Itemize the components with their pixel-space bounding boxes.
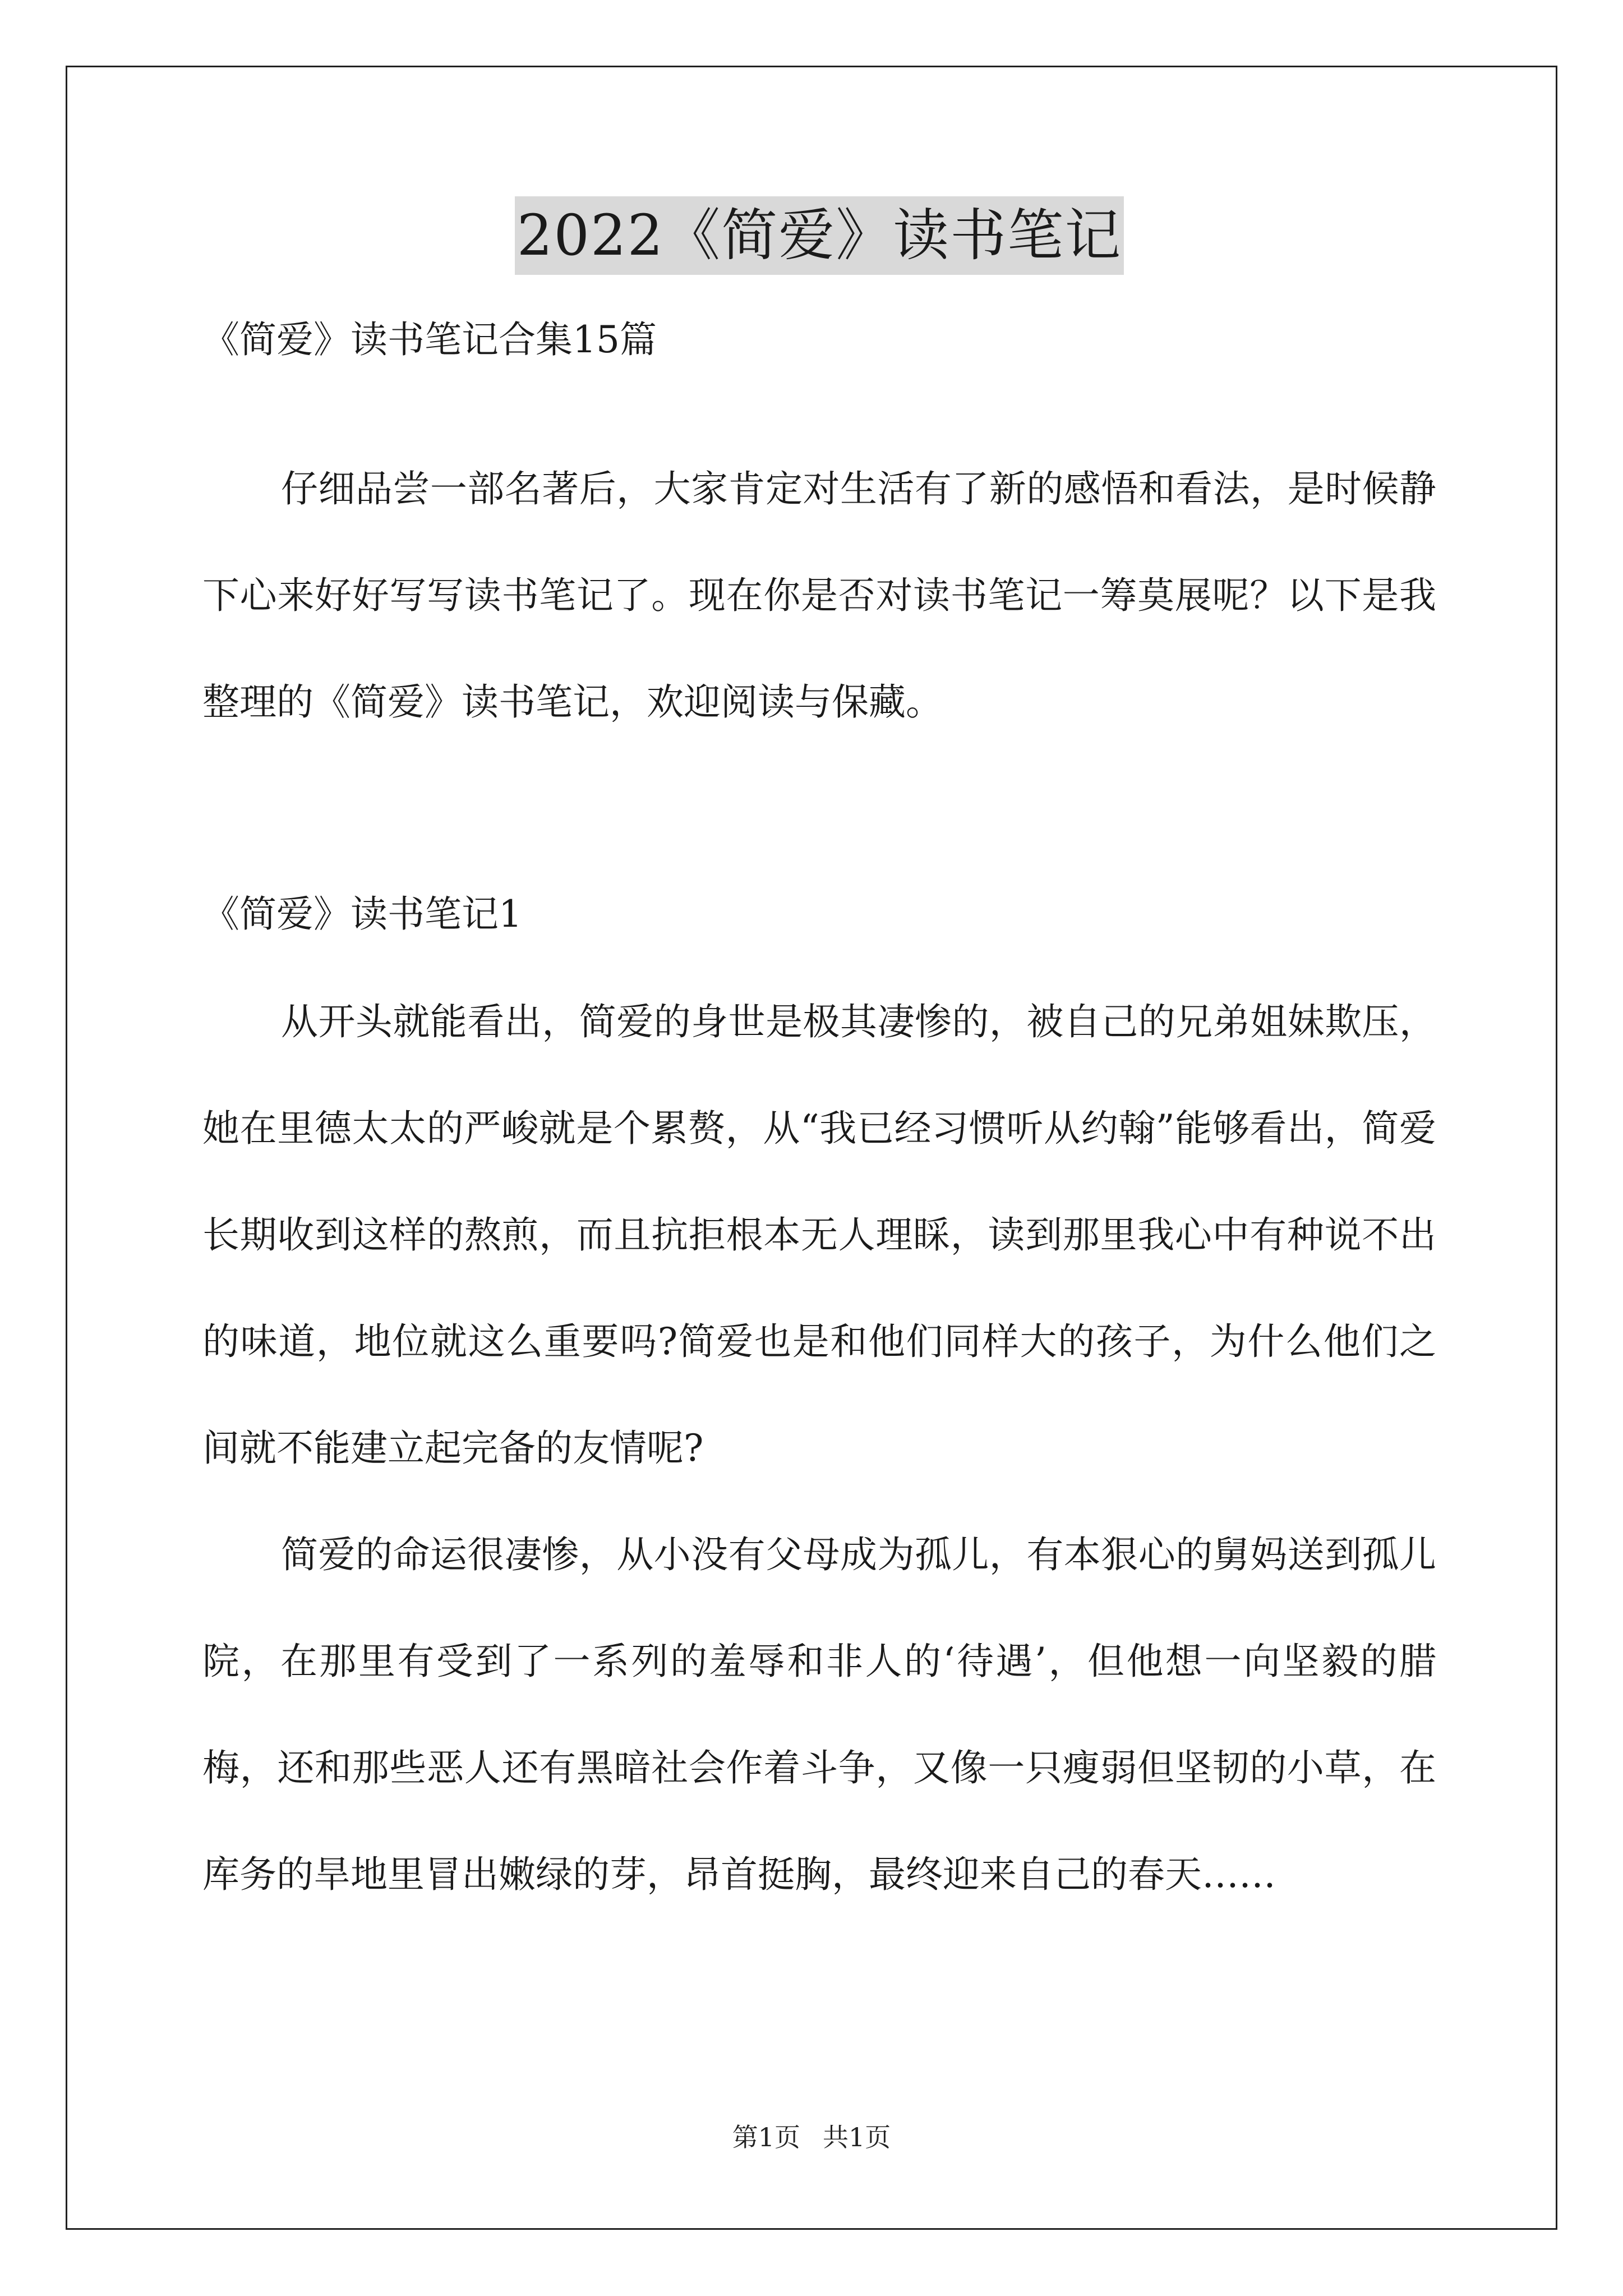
intro-paragraph: 仔细品尝一部名著后，大家肯定对生活有了新的感悟和看法，是时候静下心来好好写写读书笔记了。现在你是否对读书笔记一筹莫展呢？以下是我整理的《简爱》读书笔记，欢迎阅读与保藏。: [202, 467, 1436, 724]
section-heading: 《简爱》读书笔记1: [202, 892, 522, 936]
document-title: 2022《简爱》读书笔记: [515, 196, 1124, 275]
document-subtitle: 《简爱》读书笔记合集15篇: [202, 318, 657, 361]
total-pages: 共1页: [823, 2122, 891, 2152]
title-container: [202, 196, 1436, 275]
page-footer: [0, 2120, 1623, 2154]
body-paragraph: 简爱的命运很凄惨，从小没有父母成为孤儿，有本狠心的舅妈送到孤儿院，在那里有受到了一系列的羞辱和非人的‘待遇’，但他想一向坚毅的腊梅，还和那些恶人还有黑暗社会作着斗争，又像一只瘦弱但坚韧的小草，在库务的旱地里冒出嫩绿的芽，昂首挺胸，最终迎来自己的春天……: [202, 1533, 1436, 1896]
body-paragraph: 从开头就能看出，简爱的身世是极其凄惨的，被自己的兄弟姐妹欺压，她在里德太太的严峻就是个累赘，从“我已经习惯听从约翰”能够看出，简爱长期收到这样的熬煎，而且抗拒根本无人理睬，读到那里我心中有种说不出的味道，地位就这么重要吗?简爱也是和他们同样大的孩子，为什么他们之间就不能建立起完备的友情呢?: [202, 1000, 1436, 1470]
page-number: 第1页: [732, 2122, 800, 2152]
